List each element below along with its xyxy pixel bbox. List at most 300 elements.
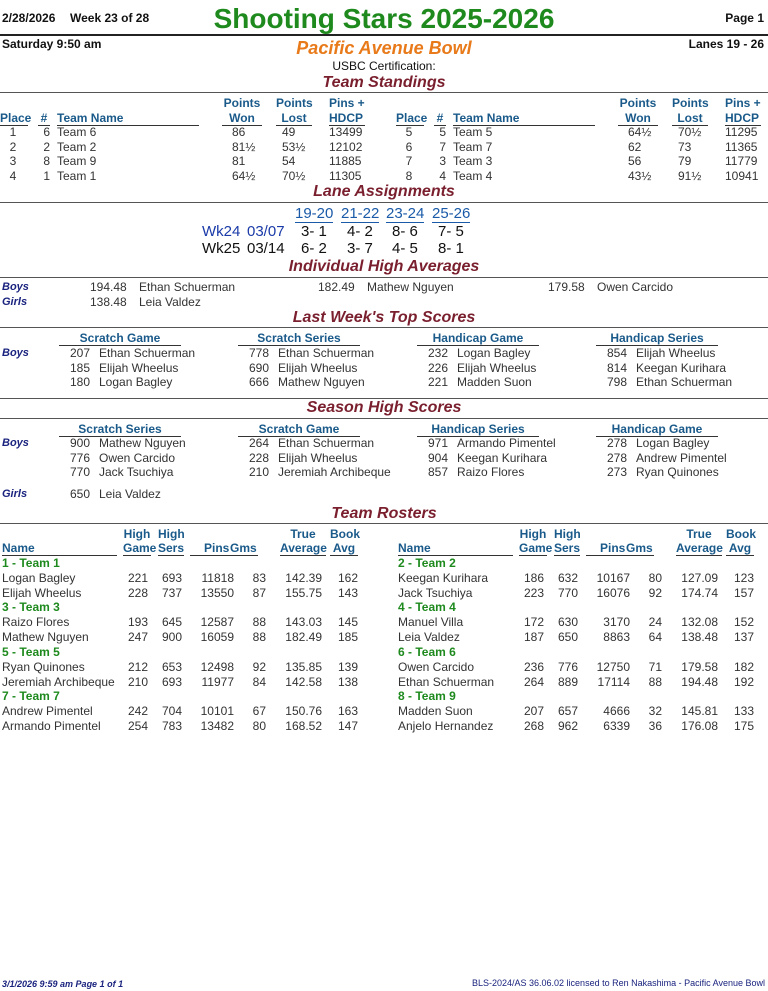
section-title-rosters: Team Rosters <box>331 505 437 522</box>
roster-pins: 10167 <box>596 571 630 585</box>
score-bowler-name: Ethan Schuerman <box>99 346 196 360</box>
girls-label: Girls <box>2 488 28 500</box>
lane-pair-header: 23-24 <box>386 205 425 222</box>
roster-book-average: 123 <box>733 571 754 585</box>
roster-col-high-series: High <box>158 527 185 541</box>
season-girls-score: 650 <box>70 487 91 501</box>
report-date: 2/28/2026 <box>2 11 56 25</box>
high-average-name: Owen Carcido <box>597 280 674 294</box>
score-column-header: Handicap Series <box>596 331 718 346</box>
roster-player-name: Raizo Flores <box>2 615 70 630</box>
roster-high-series: 776 <box>557 659 578 674</box>
girls-label: Girls <box>2 296 28 308</box>
col-header-number: # <box>434 111 446 126</box>
roster-book-average: 182 <box>733 659 754 674</box>
roster-book-average: 192 <box>733 674 754 689</box>
score-value: 971 <box>428 436 449 450</box>
score-value: 904 <box>428 450 449 465</box>
roster-high-game: 264 <box>523 674 544 689</box>
roster-player-name: Madden Suon <box>398 704 473 719</box>
roster-player-name: Ethan Schuerman <box>398 674 495 689</box>
roster-high-game: 236 <box>523 659 544 674</box>
lane-pair-header: 25-26 <box>432 205 471 222</box>
usbc-cert: USBC Certification: <box>332 59 436 73</box>
roster-high-series: 657 <box>557 704 578 719</box>
standing-team-name: Team 6 <box>57 125 97 139</box>
roster-col-pins-games: Pins <box>586 541 654 556</box>
lane-matchup: 8- 6 <box>392 223 418 240</box>
roster-high-series: 645 <box>161 615 182 630</box>
score-bowler-name: Andrew Pimentel <box>636 450 727 465</box>
roster-player-name: Owen Carcido <box>398 659 475 674</box>
col-header-points-lost: Points <box>276 96 313 110</box>
standing-points-lost: 70½ <box>678 125 702 139</box>
section-title-averages: Individual High Averages <box>288 258 480 275</box>
standing-team-number: 1 <box>43 169 50 184</box>
score-value: 278 <box>607 450 628 465</box>
roster-team-heading: 7 - Team 7 <box>2 689 60 704</box>
rosters-rule <box>0 523 768 524</box>
standing-pins-hdcp: 11305 <box>329 169 362 184</box>
score-bowler-name: Ethan Schuerman <box>278 346 375 360</box>
lane-week-date: 03/07 <box>247 223 285 240</box>
score-bowler-name: Logan Bagley <box>99 375 173 389</box>
roster-high-series: 704 <box>161 704 182 719</box>
high-average-score: 182.49 <box>318 280 355 294</box>
roster-player-name: Keegan Kurihara <box>398 571 489 585</box>
score-value: 666 <box>249 375 270 389</box>
roster-player-name: Jeremiah Archibeque <box>2 674 115 689</box>
high-average-score: 179.58 <box>548 280 585 294</box>
lane-week-label: Wk25 <box>202 240 241 257</box>
standing-points-won: 81 <box>232 154 246 169</box>
roster-games: 92 <box>648 585 662 600</box>
roster-player-name: Mathew Nguyen <box>2 630 89 645</box>
roster-pins: 10101 <box>200 704 234 719</box>
standing-points-lost: 79 <box>678 154 692 169</box>
standing-place: 1 <box>9 125 17 139</box>
roster-true-average: 179.58 <box>681 659 718 674</box>
standing-pins-hdcp: 13499 <box>329 125 363 139</box>
roster-player-name: Anjelo Hernandez <box>398 718 494 733</box>
score-value: 180 <box>70 375 91 389</box>
score-bowler-name: Owen Carcido <box>99 450 176 465</box>
roster-book-average: 162 <box>337 571 358 585</box>
standing-points-lost: 70½ <box>282 169 306 184</box>
standing-team-name: Team 9 <box>57 154 97 169</box>
standing-points-won: 56 <box>628 154 642 169</box>
score-value: 798 <box>607 375 628 389</box>
roster-book-average: 175 <box>733 718 754 733</box>
roster-high-game: 210 <box>127 674 148 689</box>
col-header-points-won: Won <box>618 111 658 126</box>
roster-book-average: 143 <box>337 585 358 600</box>
roster-pins: 12750 <box>596 659 630 674</box>
col-header-pins-hdcp: Pins + <box>725 96 761 110</box>
standing-team-number: 4 <box>439 169 446 184</box>
roster-games: 80 <box>252 718 266 733</box>
col-header-pins-hdcp: HDCP <box>329 111 364 125</box>
lane-matchup: 4- 5 <box>392 240 418 257</box>
score-bowler-name: Jack Tsuchiya <box>99 465 174 479</box>
roster-true-average: 132.08 <box>681 615 718 630</box>
lane-week-date: 03/14 <box>247 240 285 257</box>
score-bowler-name: Ethan Schuerman <box>278 436 375 450</box>
standing-points-won: 64½ <box>628 125 652 139</box>
score-value: 900 <box>70 436 91 450</box>
roster-high-series: 962 <box>557 718 578 733</box>
lane-pair-header: 19-20 <box>295 205 334 222</box>
roster-col-high-game: Game <box>123 541 157 555</box>
roster-true-average: 150.76 <box>285 704 322 719</box>
roster-col-book-average: Book <box>726 527 756 541</box>
roster-games: 88 <box>252 630 266 645</box>
col-header-pins-hdcp: HDCP <box>725 111 760 125</box>
roster-true-average: 174.74 <box>681 585 718 600</box>
score-value: 814 <box>607 360 628 375</box>
section-title-last-week: Last Week's Top Scores <box>292 309 476 326</box>
roster-high-game: 187 <box>523 630 544 645</box>
standing-pins-hdcp: 11365 <box>725 139 758 154</box>
roster-games: 36 <box>648 718 662 733</box>
lane-matchup: 8- 1 <box>438 240 464 257</box>
standing-pins-hdcp: 11295 <box>725 125 758 139</box>
score-value: 210 <box>249 465 270 479</box>
high-average-name: Ethan Schuerman <box>139 280 236 294</box>
score-bowler-name: Elijah Wheelus <box>278 450 358 465</box>
score-column-header: Handicap Game <box>596 422 718 437</box>
venue-name: Pacific Avenue Bowl <box>296 38 472 58</box>
roster-player-name: Armando Pimentel <box>2 718 101 733</box>
col-header-number: # <box>38 111 50 126</box>
roster-book-average: 137 <box>733 630 754 645</box>
standing-pins-hdcp: 10941 <box>725 169 759 184</box>
roster-pins: 11977 <box>201 674 234 689</box>
standing-points-lost: 73 <box>678 139 692 154</box>
lane-matchup: 4- 2 <box>347 223 373 240</box>
roster-pins: 6339 <box>603 718 630 733</box>
roster-book-average: 138 <box>337 674 358 689</box>
season-rule <box>0 418 768 419</box>
standing-team-name: Team 1 <box>57 169 97 184</box>
section-title-lanes: Lane Assignments <box>313 183 455 200</box>
score-bowler-name: Mathew Nguyen <box>99 436 186 450</box>
roster-team-heading: 2 - Team 2 <box>398 556 456 570</box>
roster-games: 84 <box>252 674 266 689</box>
roster-book-average: 152 <box>733 615 754 630</box>
score-value: 226 <box>428 360 449 375</box>
roster-high-series: 693 <box>161 571 182 585</box>
roster-high-series: 900 <box>161 630 182 645</box>
averages-rule <box>0 277 768 278</box>
roster-high-series: 650 <box>557 630 578 645</box>
roster-pins: 8863 <box>603 630 630 645</box>
roster-high-series: 889 <box>557 674 578 689</box>
col-header-points-lost: Lost <box>672 111 708 126</box>
roster-high-game: 193 <box>127 615 148 630</box>
roster-true-average: 176.08 <box>681 718 718 733</box>
roster-col-high-game: High <box>519 527 547 541</box>
lane-week-label: Wk24 <box>202 223 241 240</box>
roster-true-average: 142.58 <box>285 674 322 689</box>
score-bowler-name: Jeremiah Archibeque <box>278 465 391 479</box>
score-value: 221 <box>428 375 449 389</box>
score-bowler-name: Elijah Wheelus <box>457 360 537 375</box>
roster-team-heading: 1 - Team 1 <box>2 556 60 570</box>
roster-games: 88 <box>648 674 662 689</box>
roster-high-series: 693 <box>161 674 182 689</box>
footer-timestamp: 3/1/2026 9:59 am Page 1 of 1 <box>2 979 124 989</box>
roster-col-high-series: Sers <box>554 541 581 555</box>
roster-col-book-average: Avg <box>330 541 358 556</box>
roster-true-average: 168.52 <box>285 718 322 733</box>
roster-true-average: 127.09 <box>681 571 718 585</box>
roster-games: 32 <box>648 704 662 719</box>
standing-pins-hdcp: 11779 <box>725 154 758 169</box>
col-header-points-won: Won <box>222 111 262 126</box>
lane-pair-header: 21-22 <box>341 205 380 222</box>
roster-high-series: 632 <box>557 571 578 585</box>
standing-team-name: Team 4 <box>453 169 493 184</box>
col-header-points-won: Points <box>619 96 657 110</box>
roster-high-game: 212 <box>127 659 148 674</box>
roster-col-true-average: True <box>290 527 316 541</box>
standing-team-number: 7 <box>439 139 446 154</box>
roster-pins: 16076 <box>596 585 630 600</box>
standing-team-number: 8 <box>43 154 50 169</box>
standing-team-number: 2 <box>43 139 50 154</box>
roster-player-name: Ryan Quinones <box>2 659 85 674</box>
roster-pins: 12498 <box>200 659 234 674</box>
score-value: 264 <box>249 436 270 450</box>
standing-team-name: Team 3 <box>453 154 493 169</box>
standing-points-won: 81½ <box>232 139 256 154</box>
roster-high-game: 186 <box>523 571 544 585</box>
roster-team-heading: 6 - Team 6 <box>398 644 456 659</box>
section-title-standings: Team Standings <box>322 74 446 91</box>
lane-matchup: 3- 7 <box>347 240 373 257</box>
score-bowler-name: Madden Suon <box>457 375 532 389</box>
roster-pins: 13482 <box>200 718 234 733</box>
roster-true-average: 155.75 <box>285 585 322 600</box>
lanes-label: Lanes 19 - 26 <box>688 37 764 51</box>
roster-pins: 13550 <box>200 585 234 600</box>
standing-place: 6 <box>405 139 413 154</box>
score-bowler-name: Ethan Schuerman <box>636 375 733 389</box>
score-column-header: Handicap Game <box>417 331 539 346</box>
roster-games: 80 <box>648 571 662 585</box>
roster-games: 92 <box>252 659 266 674</box>
roster-col-book-average: Book <box>330 527 360 541</box>
roster-col-high-game: High <box>123 527 151 541</box>
standing-team-number: 6 <box>43 125 50 139</box>
roster-col-name: Name <box>2 541 117 556</box>
lanes-rule <box>0 202 768 203</box>
roster-col-high-series: Sers <box>158 541 185 555</box>
score-bowler-name: Keegan Kurihara <box>636 360 727 375</box>
roster-col-book-average: Avg <box>726 541 754 556</box>
roster-pins: 4666 <box>603 704 630 719</box>
standing-place: 4 <box>9 169 17 184</box>
header-rule <box>0 34 768 36</box>
roster-col-high-series: High <box>554 527 581 541</box>
standing-place: 2 <box>9 139 17 154</box>
score-bowler-name: Elijah Wheelus <box>636 346 716 360</box>
standing-points-lost: 91½ <box>678 169 702 184</box>
col-header-points-won: Points <box>223 96 261 110</box>
roster-pins: 3170 <box>603 615 630 630</box>
roster-high-game: 247 <box>127 630 148 645</box>
roster-high-game: 172 <box>523 615 544 630</box>
season-girls-name: Leia Valdez <box>99 487 161 501</box>
score-value: 207 <box>70 346 91 360</box>
roster-book-average: 185 <box>337 630 358 645</box>
score-value: 278 <box>607 436 628 450</box>
roster-team-heading: 3 - Team 3 <box>2 600 60 615</box>
roster-book-average: 163 <box>337 704 358 719</box>
roster-col-high-game: Game <box>519 541 553 555</box>
roster-true-average: 145.81 <box>681 704 718 719</box>
score-bowler-name: Keegan Kurihara <box>457 450 548 465</box>
roster-pins: 12587 <box>200 615 234 630</box>
standing-place: 7 <box>405 154 413 169</box>
col-header-place: Place <box>396 111 428 125</box>
roster-high-game: 254 <box>127 718 148 733</box>
standing-points-lost: 54 <box>282 154 296 169</box>
score-bowler-name: Elijah Wheelus <box>99 360 179 375</box>
roster-games: 87 <box>252 585 266 600</box>
roster-player-name: Logan Bagley <box>2 571 76 585</box>
roster-player-name: Elijah Wheelus <box>2 585 82 600</box>
roster-pins: 17114 <box>597 674 630 689</box>
roster-true-average: 135.85 <box>285 659 322 674</box>
score-bowler-name: Raizo Flores <box>457 465 525 479</box>
boys-label: Boys <box>2 347 29 359</box>
score-value: 228 <box>249 450 270 465</box>
day-time: Saturday 9:50 am <box>2 37 102 51</box>
col-header-points-lost: Lost <box>276 111 312 126</box>
lane-matchup: 7- 5 <box>438 223 464 240</box>
roster-team-heading: 8 - Team 9 <box>398 689 456 704</box>
roster-col-games: Gms <box>626 541 653 555</box>
col-header-pins-hdcp: Pins + <box>329 96 365 110</box>
high-average-score: 194.48 <box>90 280 127 294</box>
roster-high-game: 268 <box>523 718 544 733</box>
standing-place: 8 <box>405 169 413 184</box>
roster-high-game: 223 <box>523 585 544 600</box>
standing-team-number: 5 <box>439 125 446 139</box>
score-value: 690 <box>249 360 270 375</box>
roster-pins: 11818 <box>201 571 234 585</box>
roster-player-name: Manuel Villa <box>398 615 464 630</box>
high-average-name: Mathew Nguyen <box>367 280 454 294</box>
standing-pins-hdcp: 11885 <box>329 154 362 169</box>
roster-true-average: 194.48 <box>681 674 718 689</box>
col-header-team-name: Team Name <box>453 111 595 126</box>
roster-true-average: 142.39 <box>285 571 322 585</box>
page-label: Page 1 <box>725 11 764 25</box>
roster-true-average: 182.49 <box>285 630 322 645</box>
roster-player-name: Leia Valdez <box>398 630 460 645</box>
roster-player-name: Andrew Pimentel <box>2 704 93 719</box>
score-bowler-name: Armando Pimentel <box>457 436 556 450</box>
score-column-header: Scratch Series <box>59 422 181 437</box>
score-bowler-name: Ryan Quinones <box>636 465 719 479</box>
lane-matchup: 6- 2 <box>301 240 327 257</box>
lane-matchup: 3- 1 <box>301 223 327 240</box>
standing-points-won: 86 <box>232 125 246 139</box>
roster-true-average: 138.48 <box>681 630 718 645</box>
col-header-team-name: Team Name <box>57 111 199 126</box>
roster-games: 83 <box>252 571 266 585</box>
score-value: 273 <box>607 465 628 479</box>
section-title-season: Season High Scores <box>306 399 462 416</box>
roster-col-name: Name <box>398 541 513 556</box>
standing-team-name: Team 7 <box>453 139 493 154</box>
score-value: 232 <box>428 346 449 360</box>
roster-team-heading: 5 - Team 5 <box>2 644 60 659</box>
score-bowler-name: Mathew Nguyen <box>278 375 365 389</box>
high-average-score: 138.48 <box>90 295 127 309</box>
score-column-header: Scratch Series <box>238 331 360 346</box>
last-week-rule <box>0 327 768 328</box>
roster-col-true-average: Average <box>280 541 327 555</box>
footer-license: BLS-2024/AS 36.06.02 licensed to Ren Nakashima - Pacific Avenue Bowl <box>471 978 765 988</box>
roster-col-pins-games: Pins <box>190 541 258 556</box>
roster-games: 24 <box>648 615 662 630</box>
standing-team-number: 3 <box>439 154 446 169</box>
score-bowler-name: Elijah Wheelus <box>278 360 358 375</box>
standing-points-won: 43½ <box>628 169 652 184</box>
roster-book-average: 139 <box>337 659 358 674</box>
score-column-header: Handicap Series <box>417 422 539 437</box>
roster-games: 67 <box>252 704 266 719</box>
score-bowler-name: Logan Bagley <box>457 346 531 360</box>
roster-team-heading: 4 - Team 4 <box>398 600 456 615</box>
high-average-name: Leia Valdez <box>139 295 201 309</box>
score-value: 778 <box>249 346 270 360</box>
score-column-header: Scratch Game <box>238 422 360 437</box>
roster-high-series: 770 <box>557 585 578 600</box>
week-label: Week 23 of 28 <box>70 11 150 25</box>
roster-book-average: 145 <box>337 615 358 630</box>
roster-book-average: 133 <box>733 704 754 719</box>
roster-high-game: 242 <box>127 704 148 719</box>
boys-label: Boys <box>2 437 29 449</box>
roster-high-game: 221 <box>127 571 148 585</box>
boys-label: Boys <box>2 281 29 293</box>
roster-col-true-average: True <box>686 527 712 541</box>
roster-high-game: 207 <box>523 704 544 719</box>
roster-col-games: Gms <box>230 541 257 555</box>
standing-team-name: Team 5 <box>453 125 493 139</box>
score-value: 770 <box>70 465 91 479</box>
roster-games: 88 <box>252 615 266 630</box>
league-title: Shooting Stars 2025-2026 <box>213 3 555 34</box>
standing-points-won: 62 <box>628 139 642 154</box>
standings-rule <box>0 92 768 93</box>
roster-games: 64 <box>648 630 662 645</box>
roster-pins: 16059 <box>200 630 234 645</box>
standing-points-lost: 53½ <box>282 139 306 154</box>
score-value: 185 <box>70 360 91 375</box>
roster-book-average: 157 <box>733 585 754 600</box>
score-value: 857 <box>428 465 449 479</box>
score-bowler-name: Logan Bagley <box>636 436 710 450</box>
standing-pins-hdcp: 12102 <box>329 139 363 154</box>
roster-book-average: 147 <box>337 718 358 733</box>
score-column-header: Scratch Game <box>59 331 181 346</box>
